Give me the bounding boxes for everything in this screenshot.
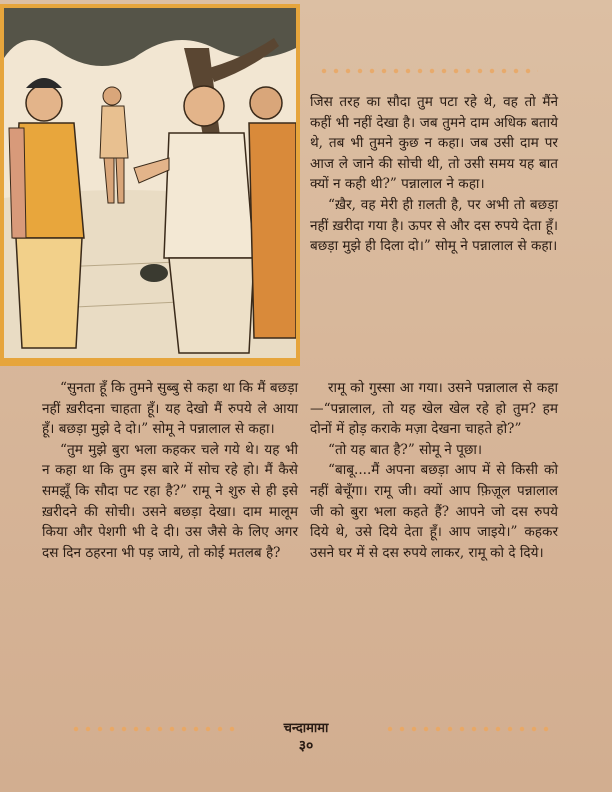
story-illustration: [0, 4, 300, 366]
paragraph: “तो यह बात है?” सोमू ने पूछा।: [328, 441, 483, 458]
decorative-border-top: [318, 66, 538, 76]
paragraph: रामू को गुस्सा आ गया। उसने पन्नालाल से कहा—“पन्नालाल, तो यह खेल खेल रहे हो तुम? हम दोनों में होड़ कराके मज़ा देखना चाहते हो?”: [310, 380, 558, 438]
paragraph: “ख़ैर, वह मेरी ही ग़लती है, पर अभी तो बछड़ा नहीं ख़रीदा गया है। ऊपर से और दस रुपये देता हूँ। बछड़ा मुझे ही दिला दो।” सोमू ने पन्नालाल से कहा।: [310, 196, 558, 255]
left-column: [42, 378, 298, 563]
right-column-bottom: [310, 378, 558, 563]
magazine-title: चन्दामामा: [283, 721, 329, 736]
paragraph: “तुम मुझे बुरा भला कहकर चले गये थे। यह भी न कहा था कि तुम इस बारे में सोच रहे हो। मैं कैसे समझूँ कि सौदा पट रहा है?” रामू ने शुरु से ही इसे ख़रीदने की सोची। उसने बछड़ा देखा। दाम मालूम किया और पेशगी भी दे दी। उस जैसे के लिए अगर दस दिन ठहरना भी पड़ जाये, तो कोई मतलब है?: [42, 441, 298, 561]
paragraph: “सुनता हूँ कि तुमने सुब्बु से कहा था कि मैं बछड़ा नहीं ख़रीदना चाहता हूँ। यह देखो मैं रुपये ले आया हूँ। बछड़ा मुझे दे दो।” सोमू ने पन्नालाल से कहा।: [42, 380, 298, 438]
paragraph: जिस तरह का सौदा तुम पटा रहे थे, वह तो मैंने कहीं भी नहीं देखा है। जब तुमने दाम अधिक बताये थे, तब भी तुमने कुछ न कहा। जब उसी दाम पर आज ले जाने की सोची थी, तो उसी समय यह बात क्यों न कही थी?” पन्नालाल ने कहा।: [310, 94, 558, 193]
page-number: ३०: [298, 738, 314, 754]
right-column-top: [310, 92, 558, 257]
village-scene-illustration: [4, 8, 296, 358]
paragraph: “बाबू....मैं अपना बछड़ा आप में से किसी को नहीं बेचूँगा। रामू जी। क्यों आप फ़िज़ूल पन्नालाल जी को बुरा भला कहते हैं? आपने जो दस रुपये दिये थे, उसे दिये देता हूँ। आप जाइये।” कहकर उसने घर में से दस रुपये लाकर, रामू को दे दिये।: [310, 462, 558, 561]
